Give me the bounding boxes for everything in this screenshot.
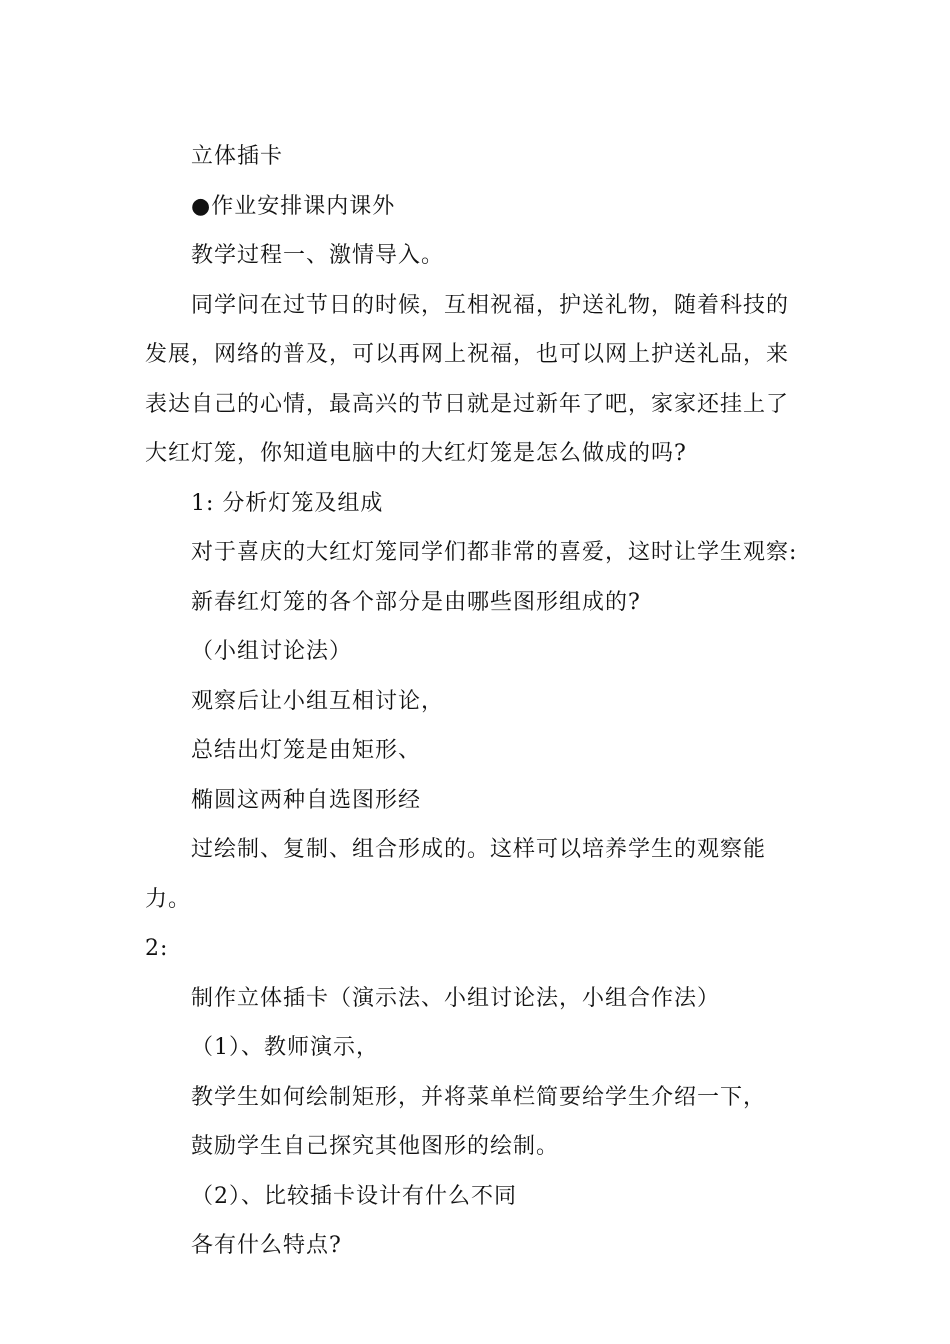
paragraph-features-question: 各有什么特点?: [191, 1233, 342, 1258]
paragraph-summary-ellipse: 椭圆这两种自选图形经: [191, 787, 422, 813]
paragraph-encourage-explore: 鼓励学生自己探究其他图形的绘制。: [191, 1134, 560, 1159]
paragraph-observe-prompt: 对于喜庆的大红灯笼同学们都非常的喜爱，这时让学生观察:: [191, 540, 798, 565]
paragraph-homework-arrangement: ●作业安排课内课外: [191, 193, 396, 219]
paragraph-teacher-demo: （1）、教师演示，: [191, 1035, 379, 1060]
paragraph-step-2-heading: 2:: [145, 936, 169, 961]
paragraph-discuss-after-observe: 观察后让小组互相讨论，: [191, 688, 445, 714]
paragraph-make-3d-card: 制作立体插卡（演示法、小组讨论法，小组合作法）: [191, 985, 721, 1011]
paragraph-step-1-heading: 1: 分析灯笼及组成: [191, 490, 384, 516]
paragraph-lantern-question: 新春红灯笼的各个部分是由哪些图形组成的?: [191, 589, 641, 615]
paragraph-summary-rectangle: 总结出灯笼是由矩形、: [191, 738, 422, 763]
paragraph-intro-body: 同学问在过节日的时候，互相祝福，护送礼物，随着科技的发展，网络的普及，可以再网上祝福，也可以网上护送礼品，来表达自己的心情，最高兴的节日就是过新年了吧，家家还挂上了大红灯笼，你知道电脑中的大红灯笼是怎么做成的吗?: [145, 292, 790, 466]
paragraph-compare-designs: （2）、比较插卡设计有什么不同: [191, 1183, 517, 1209]
paragraph-teaching-process-intro: 教学过程一、激情导入。: [191, 243, 445, 268]
paragraph-title-3d-card: 立体插卡: [191, 144, 284, 169]
paragraph-draw-rectangle: 教学生如何绘制矩形，并将菜单栏简要给学生介绍一下，: [191, 1084, 767, 1110]
paragraph-group-discussion-method: （小组讨论法）: [191, 639, 353, 664]
paragraph-summary-conclusion: 过绘制、复制、组合形成的。这样可以培养学生的观察能力。: [145, 837, 767, 912]
document-body: [145, 132, 810, 1271]
